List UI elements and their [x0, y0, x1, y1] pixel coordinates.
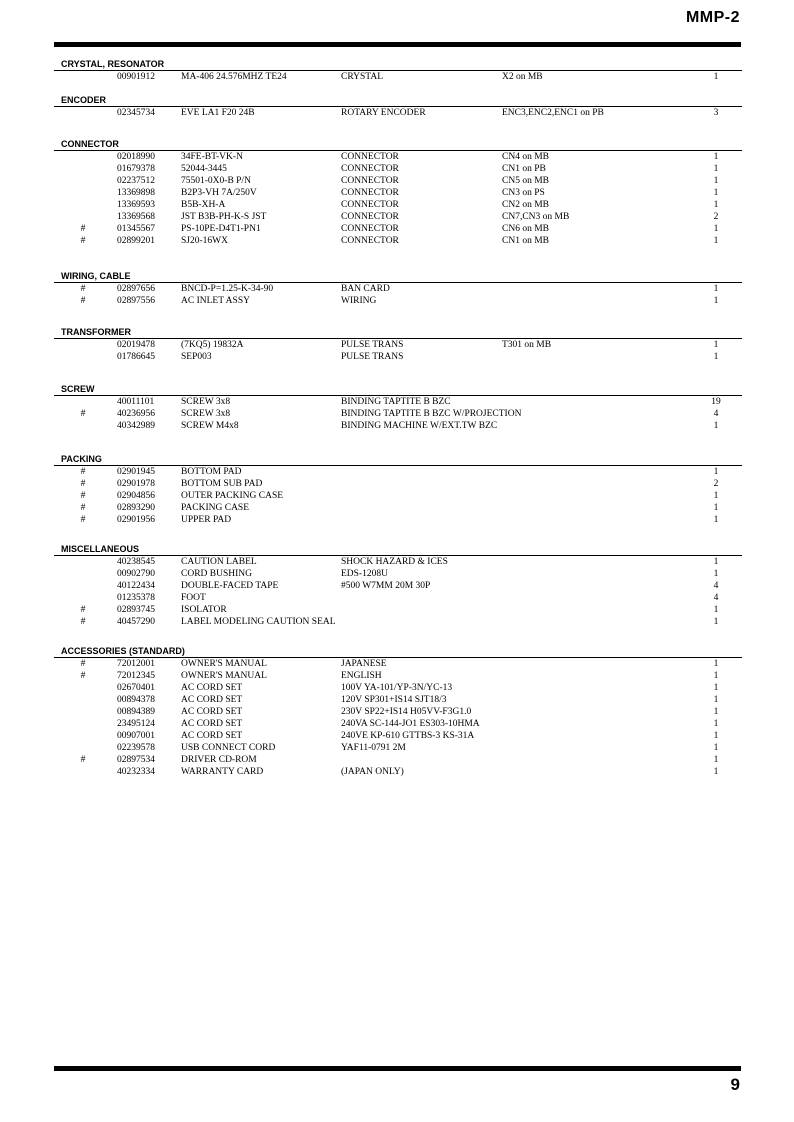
parts-list: [60, 59, 742, 778]
part-row: [60, 107, 742, 119]
part-quantity: 1: [713, 695, 719, 705]
part-quantity: 4: [713, 593, 719, 603]
part-note: CONNECTOR: [341, 200, 399, 210]
part-quantity: 1: [713, 340, 719, 350]
part-quantity: 1: [713, 164, 719, 174]
part-location: ENC3,ENC2,ENC1 on PB: [502, 108, 604, 118]
part-quantity: 1: [713, 683, 719, 693]
part-quantity: 1: [713, 72, 719, 82]
part-quantity: 1: [713, 755, 719, 765]
part-number: 23495124: [117, 719, 155, 729]
section-title: MISCELLANEOUS: [61, 544, 140, 554]
part-quantity: 1: [713, 421, 719, 431]
part-note: JAPANESE: [341, 659, 387, 669]
part-description: SEP003: [181, 352, 212, 362]
part-number: 40342989: [117, 421, 155, 431]
part-description: PS-10PE-D4T1-PN1: [181, 224, 261, 234]
parts-section: [60, 59, 742, 83]
part-description: AC CORD SET: [181, 683, 243, 693]
parts-section: [60, 271, 742, 307]
part-location: CN2 on MB: [502, 200, 549, 210]
part-number: 13369593: [117, 200, 155, 210]
part-number: 00901912: [117, 72, 155, 82]
part-description: OWNER'S MANUAL: [181, 671, 267, 681]
part-quantity: 1: [713, 671, 719, 681]
part-row: [60, 396, 742, 408]
part-note: YAF11-0791 2M: [341, 743, 406, 753]
parts-section: [60, 454, 742, 526]
part-description: LABEL MODELING CAUTION SEAL: [181, 617, 336, 627]
part-quantity: 1: [713, 284, 719, 294]
part-number: 40232334: [117, 767, 155, 777]
part-quantity: 1: [713, 731, 719, 741]
part-note: BINDING TAPTITE B BZC W/PROJECTION: [341, 409, 522, 419]
part-number: 72012001: [117, 659, 155, 669]
part-quantity: 1: [713, 224, 719, 234]
new-part-mark: #: [80, 503, 86, 513]
part-row: [60, 694, 742, 706]
new-part-mark: #: [80, 296, 86, 306]
parts-section: [60, 139, 742, 247]
part-row: [60, 670, 742, 682]
part-row: [60, 351, 742, 363]
new-part-mark: #: [80, 671, 86, 681]
part-location: CN5 on MB: [502, 176, 549, 186]
part-description: UPPER PAD: [181, 515, 232, 525]
part-row: [60, 604, 742, 616]
part-row: [60, 718, 742, 730]
part-location: CN1 on PB: [502, 164, 546, 174]
part-number: 02893290: [117, 503, 155, 513]
part-quantity: 1: [713, 569, 719, 579]
part-description: 52044-3445: [181, 164, 227, 174]
part-row: [60, 211, 742, 223]
part-quantity: 1: [713, 617, 719, 627]
part-note: (JAPAN ONLY): [341, 767, 404, 777]
new-part-mark: #: [80, 479, 86, 489]
part-description: CORD BUSHING: [181, 569, 252, 579]
part-row: [60, 420, 742, 432]
part-description: MA-406 24.576MHZ TE24: [181, 72, 287, 82]
part-row: [60, 616, 742, 628]
parts-section: [60, 384, 742, 432]
part-row: [60, 478, 742, 490]
section-title: WIRING, CABLE: [61, 271, 131, 281]
section-title: CONNECTOR: [61, 139, 119, 149]
part-quantity: 1: [713, 152, 719, 162]
part-description: DOUBLE-FACED TAPE: [181, 581, 279, 591]
part-description: AC INLET ASSY: [181, 296, 250, 306]
part-number: 02904856: [117, 491, 155, 501]
part-row: [60, 466, 742, 478]
new-part-mark: #: [80, 617, 86, 627]
part-quantity: 1: [713, 743, 719, 753]
part-number: 02345734: [117, 108, 155, 118]
part-number: 02237512: [117, 176, 155, 186]
header-rule: [54, 42, 741, 47]
part-number: 02897556: [117, 296, 155, 306]
part-description: BNCD-P=1.25-K-34-90: [181, 284, 274, 294]
part-note: 240VE KP-610 GTTBS-3 KS-31A: [341, 731, 475, 741]
part-quantity: 1: [713, 491, 719, 501]
part-number: 02899201: [117, 236, 155, 246]
part-description: AC CORD SET: [181, 731, 243, 741]
part-description: 75501-0X0-B P/N: [181, 176, 251, 186]
part-description: EVE LA1 F20 24B: [181, 108, 255, 118]
part-description: 34FE-BT-VK-N: [181, 152, 243, 162]
part-description: FOOT: [181, 593, 206, 603]
part-number: 40011101: [117, 397, 155, 407]
part-description: OUTER PACKING CASE: [181, 491, 284, 501]
section-title: CRYSTAL, RESONATOR: [61, 59, 165, 69]
part-quantity: 1: [713, 707, 719, 717]
part-note: ROTARY ENCODER: [341, 108, 426, 118]
part-note: BINDING MACHINE W/EXT.TW BZC: [341, 421, 498, 431]
part-note: SHOCK HAZARD & ICES: [341, 557, 448, 567]
part-quantity: 1: [713, 557, 719, 567]
part-note: PULSE TRANS: [341, 340, 404, 350]
part-row: [60, 592, 742, 604]
part-number: 01786645: [117, 352, 155, 362]
part-note: ENGLISH: [341, 671, 382, 681]
part-description: SCREW M4x8: [181, 421, 239, 431]
part-description: ISOLATOR: [181, 605, 227, 615]
model-name: MMP-2: [685, 9, 740, 26]
part-description: BOTTOM SUB PAD: [181, 479, 263, 489]
part-number: 02897534: [117, 755, 155, 765]
footer-rule: [54, 1066, 741, 1071]
part-description: AC CORD SET: [181, 695, 243, 705]
part-note: CONNECTOR: [341, 188, 399, 198]
part-quantity: 1: [713, 188, 719, 198]
part-location: CN3 on PS: [502, 188, 545, 198]
part-row: [60, 339, 742, 351]
part-number: 40122434: [117, 581, 155, 591]
section-title: ACCESSORIES (STANDARD): [61, 646, 185, 656]
part-row: [60, 175, 742, 187]
part-description: AC CORD SET: [181, 719, 243, 729]
new-part-mark: #: [80, 659, 86, 669]
new-part-mark: #: [80, 409, 86, 419]
part-quantity: 1: [713, 352, 719, 362]
part-row: [60, 283, 742, 295]
section-title: TRANSFORMER: [61, 327, 131, 337]
part-number: 02901945: [117, 467, 155, 477]
part-row: [60, 682, 742, 694]
part-location: CN1 on MB: [502, 236, 549, 246]
part-description: WARRANTY CARD: [181, 767, 264, 777]
part-quantity: 1: [713, 200, 719, 210]
parts-section: [60, 646, 742, 778]
part-quantity: 1: [713, 515, 719, 525]
part-quantity: 1: [713, 236, 719, 246]
part-note: #500 W7MM 20M 30P: [341, 581, 431, 591]
part-location: CN7,CN3 on MB: [502, 212, 570, 222]
part-quantity: 19: [711, 397, 721, 407]
part-description: USB CONNECT CORD: [181, 743, 276, 753]
new-part-mark: #: [80, 605, 86, 615]
part-number: 00902790: [117, 569, 155, 579]
part-quantity: 2: [713, 479, 719, 489]
part-quantity: 1: [713, 176, 719, 186]
part-number: 13369898: [117, 188, 155, 198]
part-quantity: 1: [713, 767, 719, 777]
part-quantity: 2: [713, 212, 719, 222]
part-number: 01679378: [117, 164, 155, 174]
part-note: BAN CARD: [341, 284, 390, 294]
new-part-mark: #: [80, 467, 86, 477]
part-number: 02901978: [117, 479, 155, 489]
part-description: SCREW 3x8: [181, 409, 231, 419]
part-note: 100V YA-101/YP-3N/YC-13: [341, 683, 453, 693]
part-description: CAUTION LABEL: [181, 557, 257, 567]
part-number: 00894389: [117, 707, 155, 717]
new-part-mark: #: [80, 515, 86, 525]
part-description: OWNER'S MANUAL: [181, 659, 267, 669]
part-description: DRIVER CD-ROM: [181, 755, 257, 765]
part-number: 02018990: [117, 152, 155, 162]
part-quantity: 4: [713, 581, 719, 591]
part-note: CONNECTOR: [341, 176, 399, 186]
part-row: [60, 766, 742, 778]
part-description: PACKING CASE: [181, 503, 250, 513]
part-quantity: 4: [713, 409, 719, 419]
part-note: PULSE TRANS: [341, 352, 404, 362]
part-row: [60, 199, 742, 211]
part-note: CONNECTOR: [341, 212, 399, 222]
part-row: [60, 556, 742, 568]
part-quantity: 1: [713, 719, 719, 729]
part-description: B2P3-VH 7A/250V: [181, 188, 257, 198]
part-number: 02239578: [117, 743, 155, 753]
part-description: SJ20-16WX: [181, 236, 228, 246]
new-part-mark: #: [80, 224, 86, 234]
part-number: 02901956: [117, 515, 155, 525]
part-number: 01235378: [117, 593, 155, 603]
part-description: SCREW 3x8: [181, 397, 231, 407]
part-number: 02893745: [117, 605, 155, 615]
part-note: 240VA SC-144-JO1 ES303-10HMA: [341, 719, 480, 729]
part-number: 02019478: [117, 340, 155, 350]
part-row: [60, 163, 742, 175]
part-row: [60, 730, 742, 742]
part-row: [60, 223, 742, 235]
new-part-mark: #: [80, 755, 86, 765]
part-description: BOTTOM PAD: [181, 467, 242, 477]
part-number: 13369568: [117, 212, 155, 222]
part-location: CN4 on MB: [502, 152, 549, 162]
parts-section: [60, 95, 742, 119]
part-description: AC CORD SET: [181, 707, 243, 717]
part-quantity: 1: [713, 605, 719, 615]
parts-section: [60, 544, 742, 628]
part-row: [60, 235, 742, 247]
part-row: [60, 151, 742, 163]
part-number: 40238545: [117, 557, 155, 567]
part-note: 120V SP301+IS14 SJT18/3: [341, 695, 447, 705]
part-number: 72012345: [117, 671, 155, 681]
part-number: 40457290: [117, 617, 155, 627]
part-row: [60, 568, 742, 580]
new-part-mark: #: [80, 236, 86, 246]
part-note: CONNECTOR: [341, 164, 399, 174]
part-number: 02897656: [117, 284, 155, 294]
new-part-mark: #: [80, 491, 86, 501]
part-number: 01345567: [117, 224, 155, 234]
part-row: [60, 295, 742, 307]
part-description: (7KQ5) 19832A: [181, 340, 244, 350]
part-note: CONNECTOR: [341, 236, 399, 246]
part-location: X2 on MB: [502, 72, 543, 82]
part-number: 00907001: [117, 731, 155, 741]
part-row: [60, 580, 742, 592]
part-description: JST B3B-PH-K-S JST: [181, 212, 267, 222]
part-note: WIRING: [341, 296, 377, 306]
section-title: PACKING: [61, 454, 102, 464]
part-description: B5B-XH-A: [181, 200, 226, 210]
part-number: 00894378: [117, 695, 155, 705]
part-row: [60, 502, 742, 514]
part-note: BINDING TAPTITE B BZC: [341, 397, 451, 407]
page-number: 9: [730, 1075, 740, 1094]
part-quantity: 1: [713, 296, 719, 306]
part-number: 40236956: [117, 409, 155, 419]
new-part-mark: #: [80, 284, 86, 294]
part-location: CN6 on MB: [502, 224, 549, 234]
part-number: 02670401: [117, 683, 155, 693]
part-quantity: 1: [713, 467, 719, 477]
part-location: T301 on MB: [502, 340, 552, 350]
section-title: SCREW: [61, 384, 95, 394]
part-row: [60, 658, 742, 670]
part-row: [60, 408, 742, 420]
parts-section: [60, 327, 742, 363]
part-note: 230V SP22+IS14 H05VV-F3G1.0: [341, 707, 472, 717]
part-note: CRYSTAL: [341, 72, 383, 82]
part-row: [60, 514, 742, 526]
section-title: ENCODER: [61, 95, 107, 105]
part-row: [60, 754, 742, 766]
part-quantity: 3: [713, 108, 719, 118]
part-row: [60, 71, 742, 83]
part-row: [60, 742, 742, 754]
part-quantity: 1: [713, 659, 719, 669]
part-row: [60, 187, 742, 199]
part-note: CONNECTOR: [341, 224, 399, 234]
part-note: CONNECTOR: [341, 152, 399, 162]
part-quantity: 1: [713, 503, 719, 513]
part-note: EDS-1208U: [341, 569, 388, 579]
part-row: [60, 706, 742, 718]
part-row: [60, 490, 742, 502]
